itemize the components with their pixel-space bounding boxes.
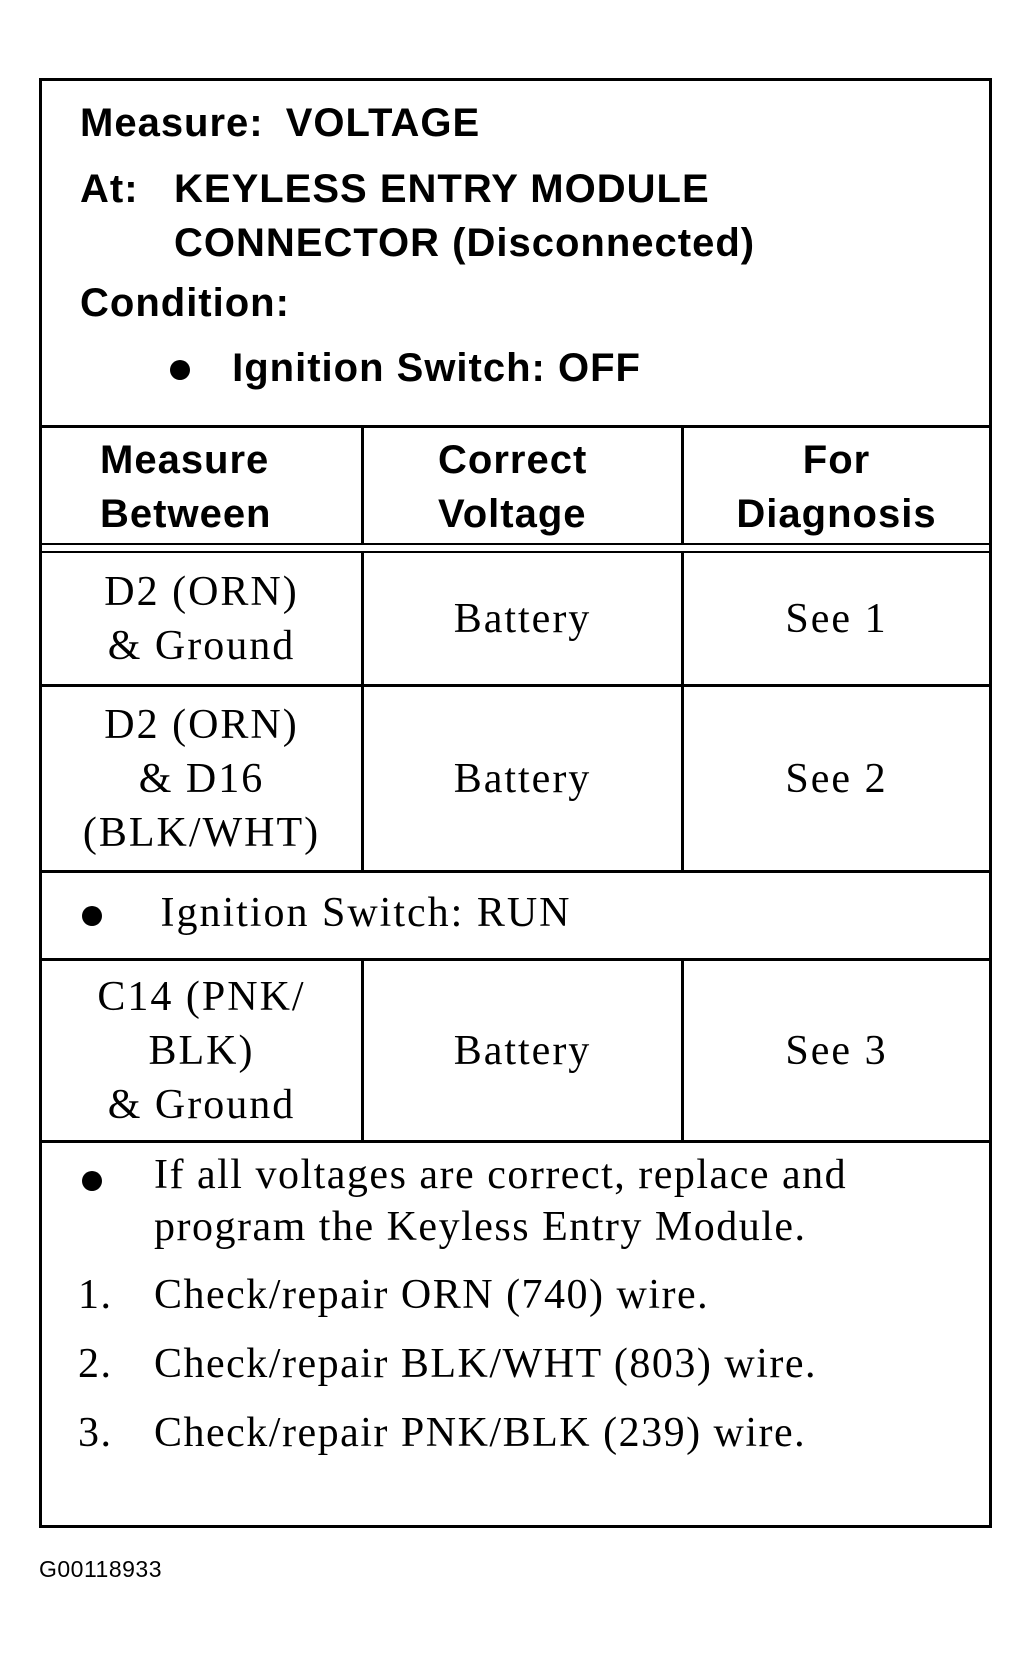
diagnostic-chart xyxy=(39,78,992,1528)
chart-header xyxy=(42,81,989,428)
cell-for-diagnosis: See 3 xyxy=(785,1027,888,1074)
note-text: Check/repair BLK/WHT (803) wire. xyxy=(154,1341,818,1387)
cell-correct-voltage: Battery xyxy=(364,687,684,870)
note-number: 2. xyxy=(78,1341,113,1387)
condition-label: Condition: xyxy=(80,281,290,325)
note-bullet-line-1: If all voltages are correct, replace and xyxy=(154,1152,848,1198)
table-row xyxy=(42,687,989,873)
table-row xyxy=(42,553,989,687)
condition-off-line xyxy=(170,346,641,391)
bullet-icon xyxy=(82,906,102,926)
cell-for-diagnosis: See 1 xyxy=(785,595,888,642)
header-rule-top xyxy=(42,543,989,545)
at-line-2: CONNECTOR (Disconnected) xyxy=(174,221,756,265)
measure-label: Measure: xyxy=(80,101,264,145)
condition-run-row xyxy=(42,873,989,961)
note-number: 1. xyxy=(78,1272,113,1318)
note-number: 3. xyxy=(78,1410,113,1456)
note-bullet-line-2: program the Keyless Entry Module. xyxy=(154,1204,807,1250)
measure-line xyxy=(80,101,480,146)
figure-code: G00118933 xyxy=(39,1556,163,1582)
cell-for-diagnosis: See 2 xyxy=(785,755,888,802)
measure-value: VOLTAGE xyxy=(285,101,481,145)
bullet-icon xyxy=(82,1171,102,1191)
cell-measure-between: D2 (ORN) & D16 (BLK/WHT) xyxy=(42,687,364,870)
note-text: Check/repair ORN (740) wire. xyxy=(154,1272,710,1318)
header-for-diagnosis: For Diagnosis xyxy=(736,437,937,536)
at-label: At: xyxy=(80,167,139,211)
at-line-1: KEYLESS ENTRY MODULE xyxy=(174,167,710,211)
cell-measure-between: D2 (ORN) & Ground xyxy=(42,553,364,684)
note-text: Check/repair PNK/BLK (239) wire. xyxy=(154,1410,807,1456)
condition-run-text: Ignition Switch: RUN xyxy=(160,890,572,936)
cell-measure-between: C14 (PNK/ BLK) & Ground xyxy=(42,961,364,1140)
condition-off-text: Ignition Switch: OFF xyxy=(232,346,641,390)
bullet-icon xyxy=(170,360,190,380)
table-header-row xyxy=(42,428,989,545)
table-row xyxy=(42,961,989,1143)
cell-correct-voltage: Battery xyxy=(364,553,684,684)
header-correct-voltage: Correct Voltage xyxy=(364,428,684,545)
header-measure-between: Measure Between xyxy=(42,428,364,545)
cell-correct-voltage: Battery xyxy=(364,961,684,1140)
